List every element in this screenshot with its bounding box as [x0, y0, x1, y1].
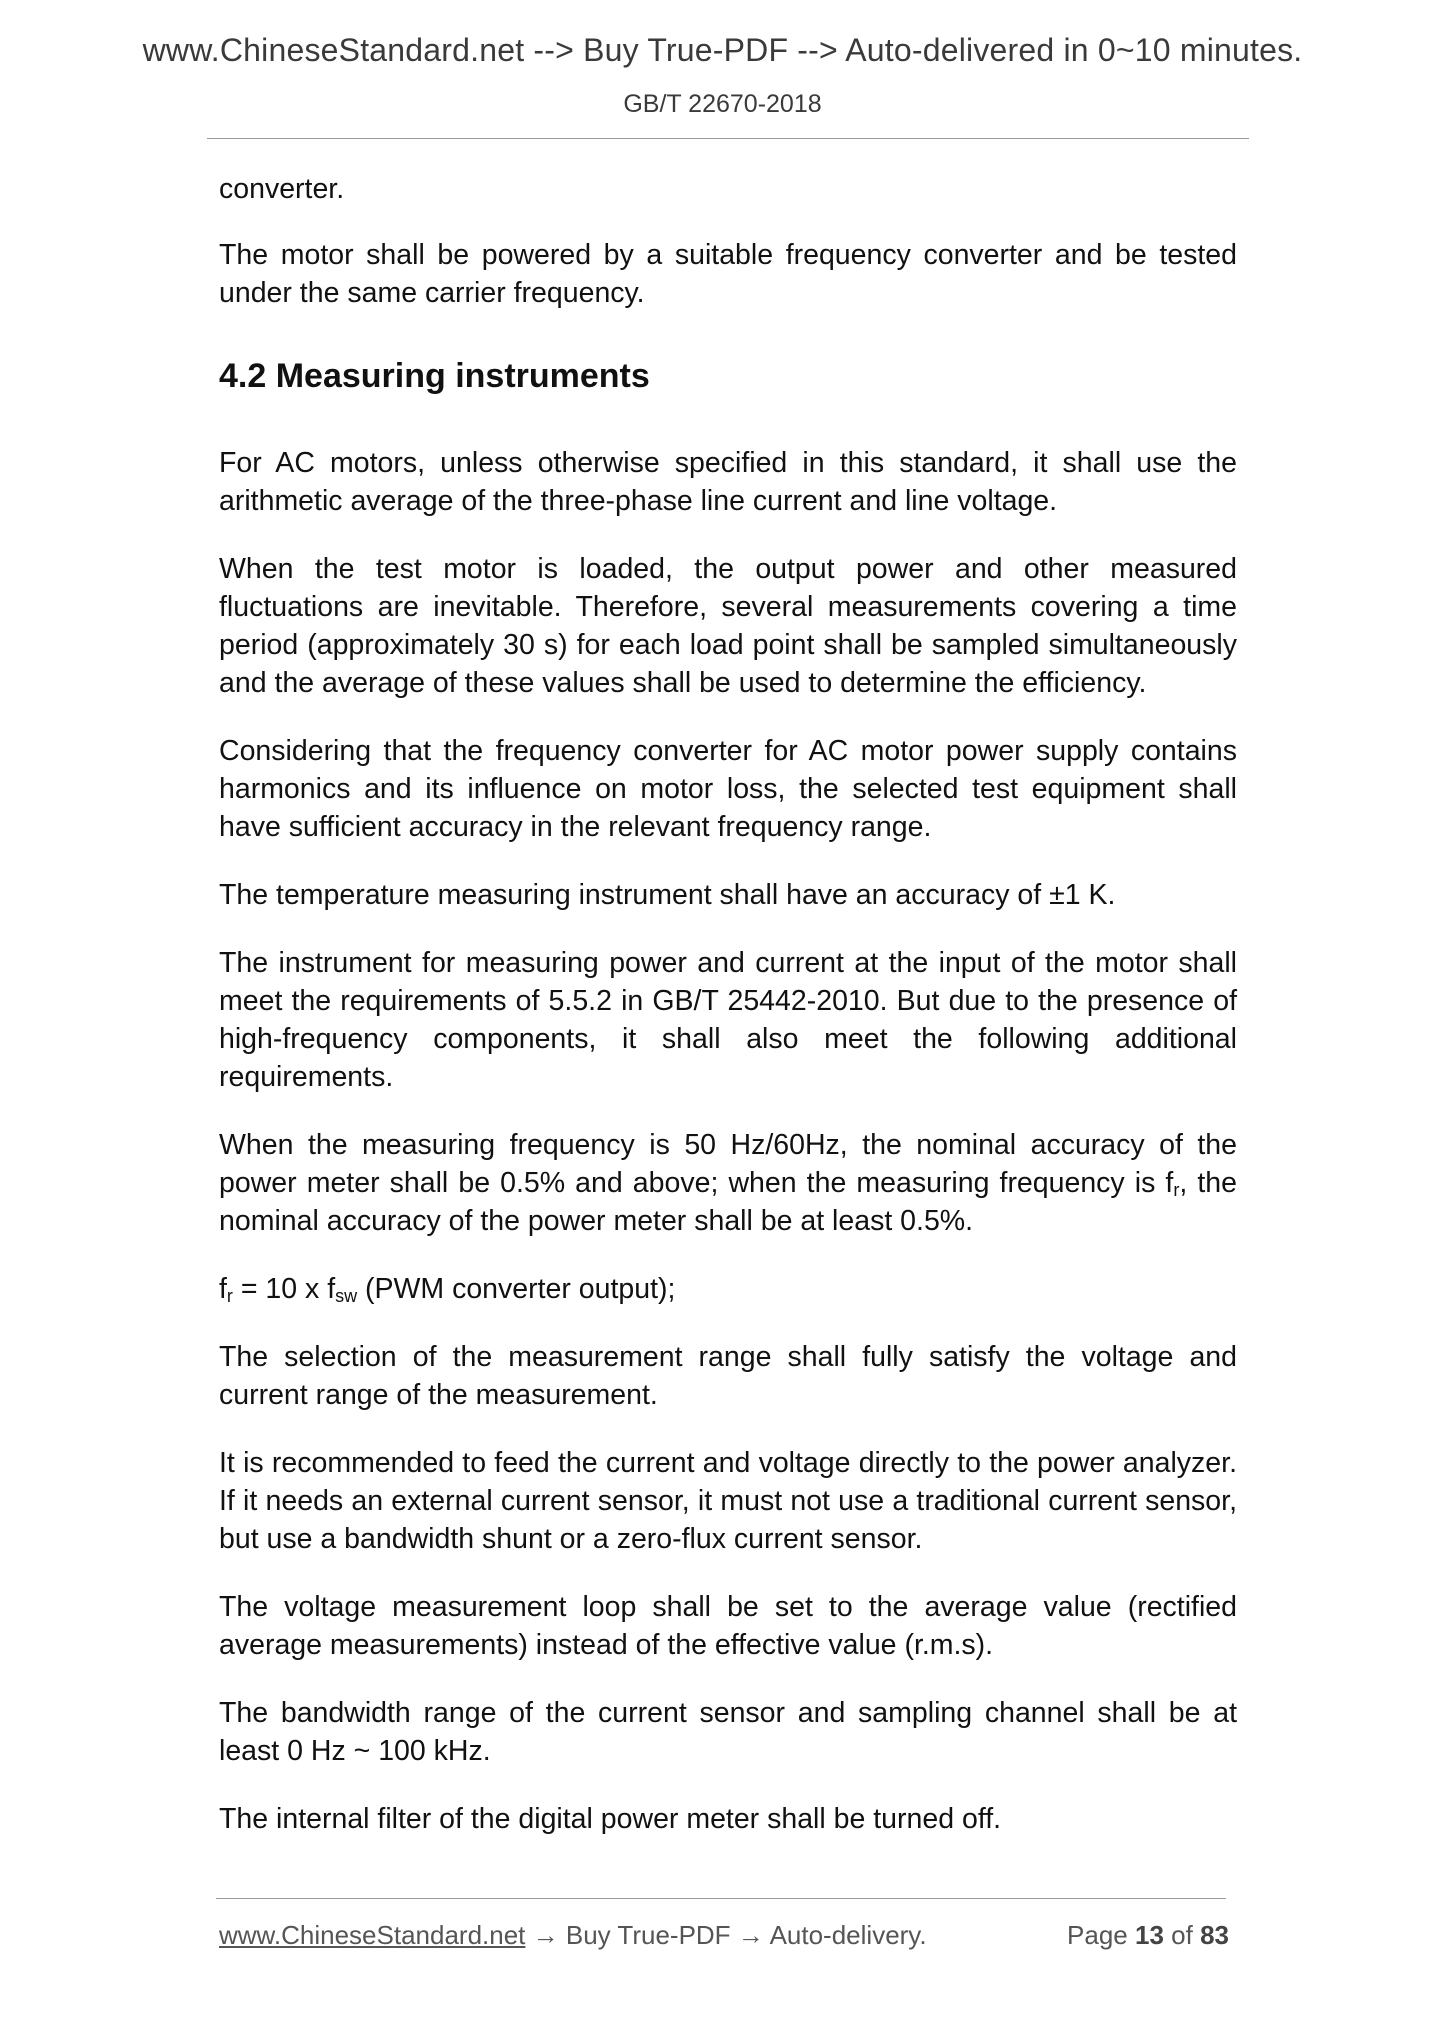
- footer-divider: [216, 1898, 1226, 1899]
- paragraph-instrument: The instrument for measuring power and current at the input of the motor shall meet the requirements of 5.5.2 in GB/T 25442-2010. But due to the presence of high-frequency components, it shall also meet the following additional requirements.: [219, 947, 1237, 1093]
- paragraph-recommended: It is recommended to feed the current and voltage directly to the power analyzer. If it needs an external current sensor, it must not use a traditional current sensor, but use a bandwidth shunt or a zero-flux current sensor.: [219, 1447, 1237, 1555]
- formula-middle: = 10 x f: [232, 1273, 336, 1305]
- document-body: [219, 170, 1237, 1868]
- header-banner: www.ChineseStandard.net --> Buy True-PDF --> Auto-delivered in 0~10 minutes.: [142, 32, 1303, 68]
- paragraph-motor-powered: The motor shall be powered by a suitable frequency converter and be tested under the same carrier frequency.: [219, 239, 1237, 309]
- paragraph-temperature: The temperature measuring instrument shall have an accuracy of ±1 K.: [219, 879, 1116, 911]
- paragraph-range: The selection of the measurement range shall fully satisfy the voltage and current range of the measurement.: [219, 1341, 1237, 1411]
- paragraph-ac-motors: For AC motors, unless otherwise specified in this standard, it shall use the arithmetic average of the three-phase line current and line voltage.: [219, 447, 1237, 517]
- footer: [219, 1920, 1229, 1951]
- formula-subscript-sw: sw: [335, 1286, 358, 1306]
- formula-end: (PWM converter output);: [357, 1273, 676, 1305]
- header-divider: [207, 138, 1249, 139]
- section-heading: 4.2 Measuring instruments: [219, 357, 650, 395]
- page-of-label: of: [1171, 1920, 1193, 1950]
- page-total: 83: [1200, 1920, 1229, 1950]
- paragraph-converter: converter.: [219, 173, 345, 205]
- formula-f: f: [219, 1273, 227, 1305]
- standard-id: GB/T 22670-2018: [623, 90, 822, 118]
- footer-tagline: → Buy True-PDF → Auto-delivery.: [525, 1920, 927, 1950]
- paragraph-voltage-loop: The voltage measurement loop shall be set to the average value (rectified average measurements) instead of the effective value (r.m.s).: [219, 1591, 1237, 1661]
- paragraph-bandwidth: The bandwidth range of the current sensor and sampling channel shall be at least 0 Hz ~ 100 kHz.: [219, 1697, 1237, 1767]
- page-indicator: [1067, 1920, 1229, 1951]
- formula-line: [219, 1270, 1237, 1308]
- formula-subscript-r: r: [226, 1286, 233, 1306]
- paragraph-filter: The internal filter of the digital power meter shall be turned off.: [219, 1803, 1002, 1835]
- footer-website-link[interactable]: www.ChineseStandard.net: [219, 1920, 526, 1950]
- frequency-subscript: r: [1173, 1180, 1180, 1200]
- frequency-text-1: When the measuring frequency is 50 Hz/60Hz, the nominal accuracy of the power meter shall be 0.5% and above; when the measuring frequency is f: [219, 1129, 1237, 1199]
- page-label: Page: [1067, 1920, 1128, 1950]
- paragraph-harmonics: Considering that the frequency converter for AC motor power supply contains harmonics and its influence on motor loss, the selected test equipment shall have sufficient accuracy in the relevant frequency range.: [219, 735, 1237, 843]
- paragraph-loaded: When the test motor is loaded, the output power and other measured fluctuations are inevitable. Therefore, several measurements covering a time period (approximately 30 s) for each load point shall be sampled simultaneously and the average of these values shall be used to determine the efficiency.: [219, 553, 1237, 699]
- frequency-text-2: , the nominal accuracy of the power meter shall be at least 0.5%.: [219, 1167, 1237, 1237]
- page-number: 13: [1135, 1920, 1164, 1950]
- paragraph-frequency: [219, 1126, 1237, 1240]
